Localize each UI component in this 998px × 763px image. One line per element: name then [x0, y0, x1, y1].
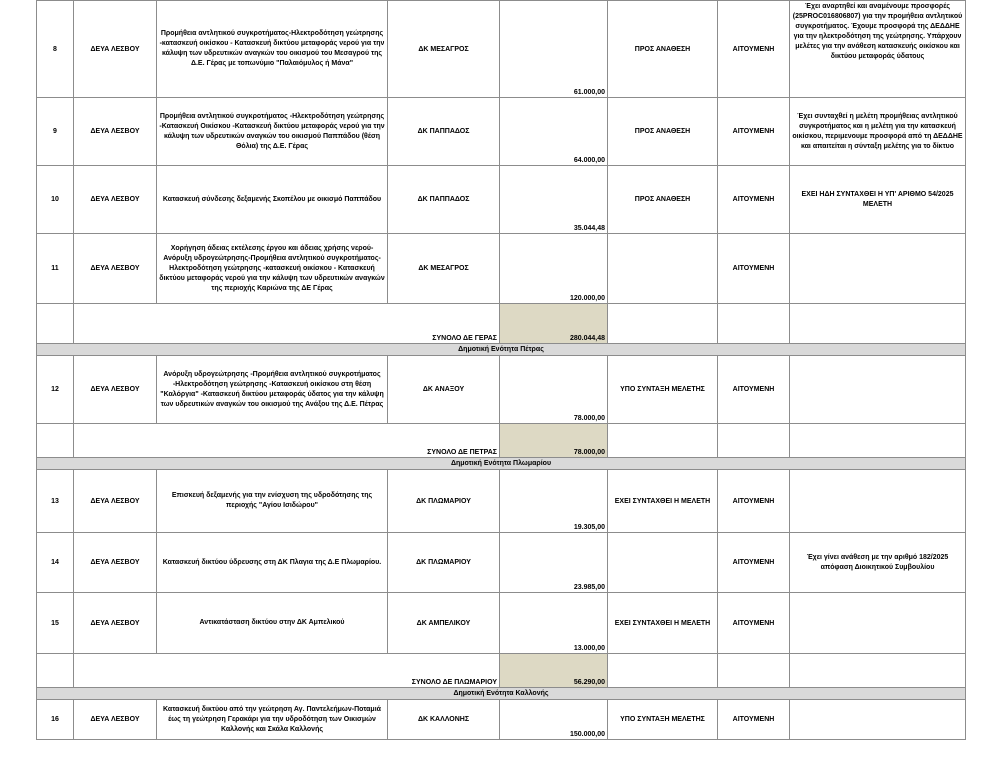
stage-cell: ΕΧΕΙ ΣΥΝΤΑΧΘΕΙ Η ΜΕΛΕΤΗ: [608, 593, 718, 654]
table-row: [37, 98, 966, 166]
area-cell: ΔΚ ΠΛΩΜΑΡΙΟΥ: [388, 470, 500, 533]
status-cell: ΑΙΤΟΥΜΕΝΗ: [718, 234, 790, 304]
note-cell: [790, 356, 966, 424]
area-cell: ΔΚ ΑΝΑΞΟΥ: [388, 356, 500, 424]
table-row: [37, 470, 966, 533]
stage-cell: ΥΠΟ ΣΥΝΤΑΞΗ ΜΕΛΕΤΗΣ: [608, 700, 718, 740]
subtotal-amount: 280.044,48: [500, 304, 608, 344]
amount-cell: 150.000,00: [500, 700, 608, 740]
description-cell: Κατασκευή δικτύου από την γεώτρηση Αγ. Παντελεήμων-Ποταμιά έως τη γεώτρηση Γερακάρι για την υδροδότηση των Οικισμών Καλλονής και Σκάλα Καλλονής: [157, 700, 388, 740]
stage-cell: ΠΡΟΣ ΑΝΑΘΕΣΗ: [608, 98, 718, 166]
description-cell: Κατασκευή σύνδεσης δεξαμενής Σκοπέλου με οικισμό Παππάδου: [157, 166, 388, 234]
table-row: [37, 356, 966, 424]
amount-cell: 61.000,00: [500, 1, 608, 98]
row-number: 15: [37, 593, 74, 654]
status-cell: ΑΙΤΟΥΜΕΝΗ: [718, 470, 790, 533]
area-cell: ΔΚ ΜΕΣΑΓΡΟΣ: [388, 234, 500, 304]
subtotal-label: ΣΥΝΟΛΟ ΔΕ ΠΕΤΡΑΣ: [74, 424, 500, 458]
description-cell: Προμήθεια αντλητικού συγκροτήματος-Ηλεκτροδότηση γεώτρησης -κατασκευή οικίσκου - Κατασκευή δικτύου μεταφοράς νερού για την κάλυψη των υδρευτικών αναγκών του οικισμού του Μεσαγρού της Δ.Ε. Γέρας με τοπωνύμιο "Παλαιόμυλος ή Μάνα": [157, 1, 388, 98]
table-row: [37, 1, 966, 98]
organization-cell: ΔΕΥΑ ΛΕΣΒΟΥ: [74, 700, 157, 740]
description-cell: Προμήθεια αντλητικού συγκροτήματος -Ηλεκτροδότηση γεώτρησης -Κατασκευή Οικίσκου -Κατασκευή δικτύου μεταφοράς νερού για την κάλυψη των υδρευτικών αναγκών του οικισμού Παππάδου (θέση Θόλια) της Δ.Ε. Γέρας: [157, 98, 388, 166]
status-cell: ΑΙΤΟΥΜΕΝΗ: [718, 593, 790, 654]
status-cell: ΑΙΤΟΥΜΕΝΗ: [718, 533, 790, 593]
subtotal-amount: 78.000,00: [500, 424, 608, 458]
amount-cell: 23.985,00: [500, 533, 608, 593]
organization-cell: ΔΕΥΑ ΛΕΣΒΟΥ: [74, 356, 157, 424]
note-cell: [790, 470, 966, 533]
subtotal-label: ΣΥΝΟΛΟ ΔΕ ΓΕΡΑΣ: [74, 304, 500, 344]
amount-cell: 120.000,00: [500, 234, 608, 304]
section-title: Δημοτική Ενότητα Πέτρας: [37, 344, 966, 356]
amount-cell: 19.305,00: [500, 470, 608, 533]
amount-cell: 78.000,00: [500, 356, 608, 424]
note-cell: [790, 700, 966, 740]
note-cell: Έχει γίνει ανάθεση με την αριθμό 182/2025 απόφαση Διοικητικού Συμβουλίου: [790, 533, 966, 593]
stage-cell: ΠΡΟΣ ΑΝΑΘΕΣΗ: [608, 1, 718, 98]
row-number: 11: [37, 234, 74, 304]
table-row: [37, 533, 966, 593]
subtotal-amount: 56.290,00: [500, 654, 608, 688]
row-number: 14: [37, 533, 74, 593]
note-cell: [790, 234, 966, 304]
note-cell: Έχει αναρτηθεί και αναμένουμε προσφορές (25PROC016806807) για την προμήθεια αντλητικού συγκροτήματος. Έχουμε προσφορά της ΔΕΔΔΗΕ για την ηλεκτροδότηση της γεώτρησης. Υπάρχουν μελέτες για την ανάθεση κατασκευής οικίσκου και δικτύου μεταφοράς ύδατους: [790, 1, 966, 98]
status-cell: ΑΙΤΟΥΜΕΝΗ: [718, 98, 790, 166]
area-cell: ΔΚ ΑΜΠΕΛΙΚΟΥ: [388, 593, 500, 654]
organization-cell: ΔΕΥΑ ΛΕΣΒΟΥ: [74, 98, 157, 166]
stage-cell: ΕΧΕΙ ΣΥΝΤΑΧΘΕΙ Η ΜΕΛΕΤΗ: [608, 470, 718, 533]
area-cell: ΔΚ ΚΑΛΛΟΝΗΣ: [388, 700, 500, 740]
description-cell: Κατασκευή δικτύου ύδρευσης στη ΔΚ Πλαγια της Δ.Ε Πλωμαρίου.: [157, 533, 388, 593]
organization-cell: ΔΕΥΑ ΛΕΣΒΟΥ: [74, 234, 157, 304]
table-row: [37, 700, 966, 740]
note-cell: Έχει συνταχθεί η μελέτη προμήθειας αντλητικού συγκροτήματος και η μελέτη για την κατασκευή οικίσκου, περιμενουμε προσφορά από τη ΔΕΔΔΗΕ και απαιτείται η σύνταξη μελέτης για το δίκτυο: [790, 98, 966, 166]
stage-cell: ΥΠΟ ΣΥΝΤΑΞΗ ΜΕΛΕΤΗΣ: [608, 356, 718, 424]
organization-cell: ΔΕΥΑ ΛΕΣΒΟΥ: [74, 593, 157, 654]
note-cell: [790, 593, 966, 654]
stage-cell: ΠΡΟΣ ΑΝΑΘΕΣΗ: [608, 166, 718, 234]
row-number: 13: [37, 470, 74, 533]
section-title: Δημοτική Ενότητα Πλωμαρίου: [37, 458, 966, 470]
description-cell: Αντικατάσταση δικτύου στην ΔΚ Αμπελικού: [157, 593, 388, 654]
status-cell: ΑΙΤΟΥΜΕΝΗ: [718, 166, 790, 234]
subtotal-row: [37, 654, 966, 688]
subtotal-row: [37, 304, 966, 344]
amount-cell: 13.000,00: [500, 593, 608, 654]
row-number: 16: [37, 700, 74, 740]
table-row: [37, 166, 966, 234]
row-number: 9: [37, 98, 74, 166]
description-cell: Επισκευή δεξαμενής για την ενίσχυση της υδροδότησης της περιοχής "Αγίου Ισιδώρου": [157, 470, 388, 533]
organization-cell: ΔΕΥΑ ΛΕΣΒΟΥ: [74, 533, 157, 593]
organization-cell: ΔΕΥΑ ΛΕΣΒΟΥ: [74, 166, 157, 234]
stage-cell: [608, 234, 718, 304]
note-cell: ΕΧΕΙ ΗΔΗ ΣΥΝΤΑΧΘΕΙ Η ΥΠ' ΑΡΙΘΜΟ 54/2025 ΜΕΛΕΤΗ: [790, 166, 966, 234]
status-cell: ΑΙΤΟΥΜΕΝΗ: [718, 1, 790, 98]
status-cell: ΑΙΤΟΥΜΕΝΗ: [718, 356, 790, 424]
organization-cell: ΔΕΥΑ ΛΕΣΒΟΥ: [74, 470, 157, 533]
area-cell: ΔΚ ΜΕΣΑΓΡΟΣ: [388, 1, 500, 98]
table-row: [37, 593, 966, 654]
stage-cell: [608, 533, 718, 593]
organization-cell: ΔΕΥΑ ΛΕΣΒΟΥ: [74, 1, 157, 98]
subtotal-row: [37, 424, 966, 458]
description-cell: Ανόρυξη υδρογεώτρησης -Προμήθεια αντλητικού συγκροτήματος -Ηλεκτροδότηση γεώτρησης -Κατασκευή οικίσκου στη θέση "Καλόργια" -Κατασκευή δικτύου μεταφοράς ύδατος για την κάλυψη των υδρευτικών αναγκών του οικισμού της Ανάξου της Δ.Ε. Πέτρας: [157, 356, 388, 424]
row-number: 12: [37, 356, 74, 424]
amount-cell: 35.044,48: [500, 166, 608, 234]
status-cell: ΑΙΤΟΥΜΕΝΗ: [718, 700, 790, 740]
section-header-row: [37, 688, 966, 700]
area-cell: ΔΚ ΠΑΠΠΑΔΟΣ: [388, 166, 500, 234]
section-title: Δημοτική Ενότητα Καλλονής: [37, 688, 966, 700]
section-header-row: [37, 458, 966, 470]
projects-table: [36, 0, 966, 740]
area-cell: ΔΚ ΠΛΩΜΑΡΙΟΥ: [388, 533, 500, 593]
section-header-row: [37, 344, 966, 356]
area-cell: ΔΚ ΠΑΠΠΑΔΟΣ: [388, 98, 500, 166]
row-number: 10: [37, 166, 74, 234]
row-number: 8: [37, 1, 74, 98]
description-cell: Χορήγηση άδειας εκτέλεσης έργου και άδειας χρήσης νερού-Ανόρυξη υδρογεώτρησης-Προμήθεια αντλητικού συγκροτήματος-Ηλεκτροδότηση γεώτρησης -κατασκευή οικίσκου - Κατασκευή δικτύου μεταφοράς νερού για την κάλυψη των υδρευτικών αναγκών της περιοχής Καριώνα της ΔΕ Γέρας: [157, 234, 388, 304]
table-row: [37, 234, 966, 304]
amount-cell: 64.000,00: [500, 98, 608, 166]
subtotal-label: ΣΥΝΟΛΟ ΔΕ ΠΛΩΜΑΡΙΟΥ: [74, 654, 500, 688]
